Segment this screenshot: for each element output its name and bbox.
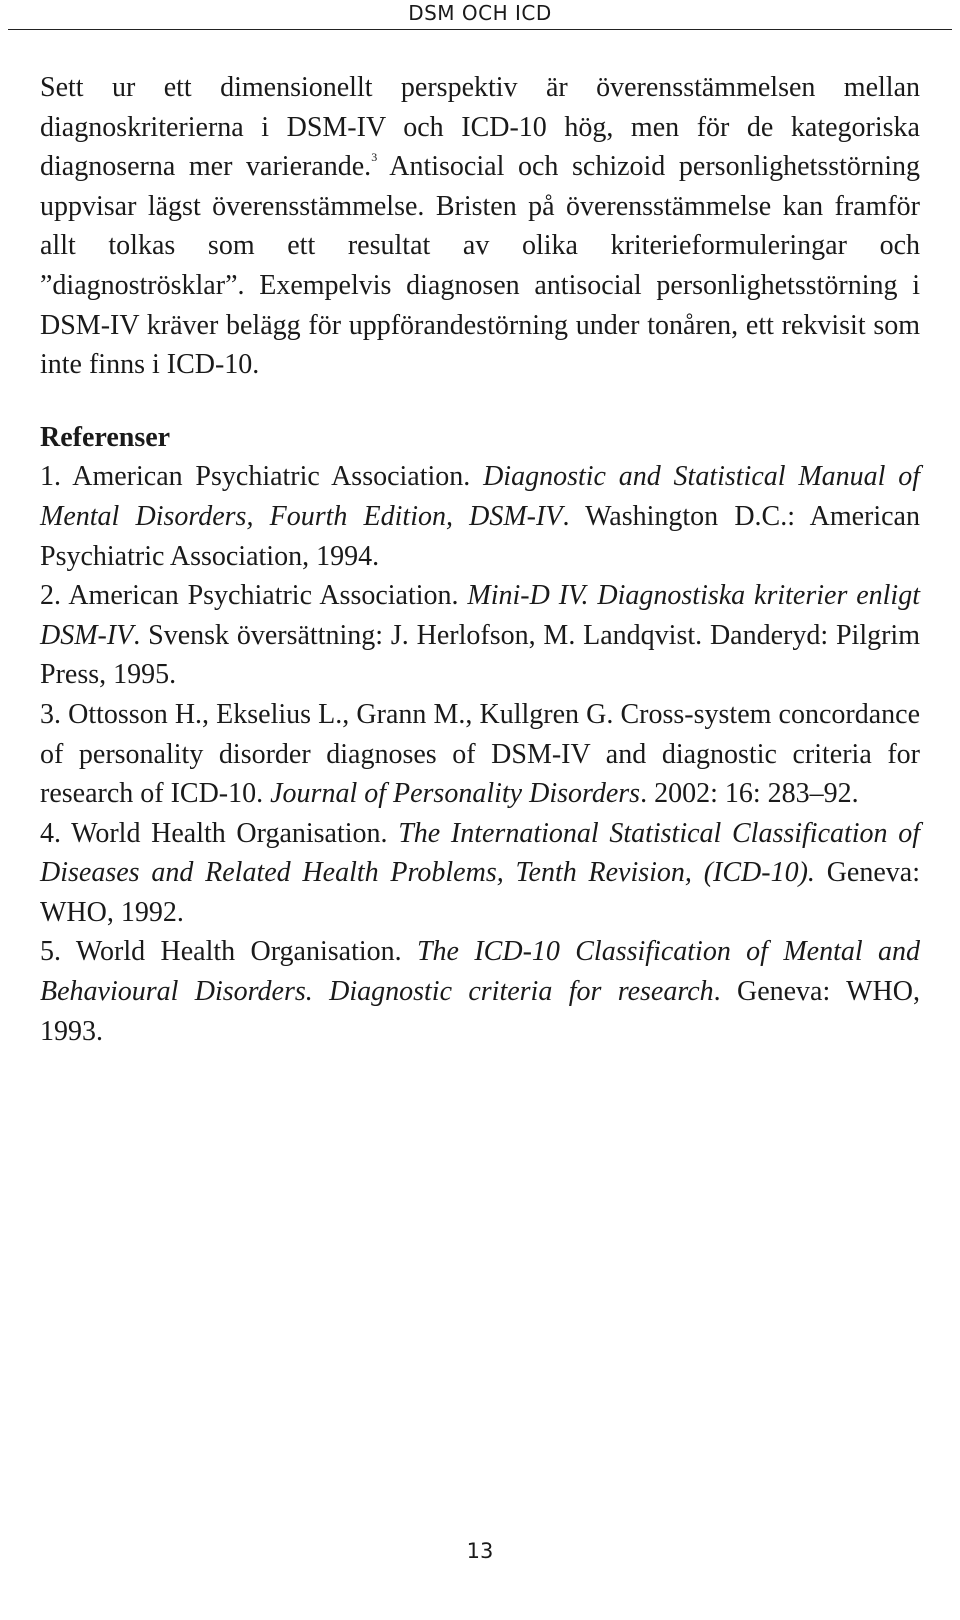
page-number: 13 bbox=[466, 1539, 494, 1563]
reference-publisher: . Svensk översättning: J. Herlofson, M. Landqvist. Danderyd: Pilgrim Press, 1995. bbox=[40, 619, 920, 691]
reference-title: Mini-D IV. Diagnostiska kriterier enligt DSM-IV bbox=[40, 580, 920, 651]
running-header-title: DSM OCH ICD bbox=[408, 1, 552, 25]
reference-publisher: . Geneva: WHO, 1993. bbox=[40, 976, 920, 1047]
reference-number: 4. bbox=[40, 817, 61, 849]
reference-title: The ICD-10 Classification of Mental and Behavioural Disorders. Diagnostic criteria for research bbox=[40, 936, 920, 1008]
page-body bbox=[40, 68, 920, 1051]
references-list bbox=[40, 457, 920, 1051]
reference-authors: American Psychiatric Association. bbox=[61, 461, 484, 493]
reference-number: 3. bbox=[40, 698, 61, 730]
reference-item-1 bbox=[40, 457, 920, 576]
reference-item-3 bbox=[40, 695, 920, 814]
reference-item-4 bbox=[40, 814, 920, 933]
reference-authors: World Health Organisation. bbox=[61, 936, 417, 968]
paragraph-text-end: Antisocial och schizoid personlighetsstörning uppvisar lägst överensstämmelse. Bristen på överensstämmelse kan framför allt tolkas som ett resultat av olika kriterieformuleringar och ”diagnoströsklar”. Exempelvis diagnosen antisocial personlighetsstörning i DSM-IV kräver belägg för uppförandestörning under tonåren, ett rekvisit som inte finns i ICD-10. bbox=[40, 151, 921, 381]
reference-authors: World Health Organisation. bbox=[61, 817, 399, 849]
body-paragraph bbox=[40, 68, 920, 385]
reference-publisher: . Washington D.C.: American Psychiatric Association, 1994. bbox=[40, 500, 920, 572]
footnote-marker: 3 bbox=[371, 150, 378, 165]
references-heading: Referenser bbox=[40, 421, 171, 453]
reference-authors: Ottosson H., Ekselius L., Grann M., Kullgren G. Cross-system concordance of personality disorder diagnoses of DSM-IV and diagnostic criteria for research of ICD-10. bbox=[40, 698, 920, 810]
paragraph-text-start: Sett ur ett dimensionellt perspektiv är överensstämmelsen mellan diagnoskriterierna i DSM-IV och ICD-10 hög, men för de kategoriska diagnoserna mer varierande. bbox=[40, 72, 920, 183]
header-rule bbox=[8, 29, 952, 30]
reference-number: 2. bbox=[40, 580, 61, 612]
reference-title: The International Statistical Classification of Diseases and Related Health Problems, Tenth Revision, (ICD-10). bbox=[40, 817, 920, 889]
reference-number: 1. bbox=[40, 461, 61, 493]
reference-number: 5. bbox=[40, 936, 61, 968]
reference-item-5 bbox=[40, 932, 920, 1051]
reference-authors: American Psychiatric Association. bbox=[61, 580, 468, 612]
reference-publisher: Geneva: WHO, 1992. bbox=[40, 857, 920, 928]
reference-publisher: . 2002: 16: 283–92. bbox=[640, 778, 859, 810]
reference-title: Diagnostic and Statistical Manual of Mental Disorders, Fourth Edition, DSM-IV bbox=[40, 461, 920, 532]
reference-title: Journal of Personality Disorders bbox=[270, 778, 641, 810]
reference-item-2 bbox=[40, 576, 920, 695]
